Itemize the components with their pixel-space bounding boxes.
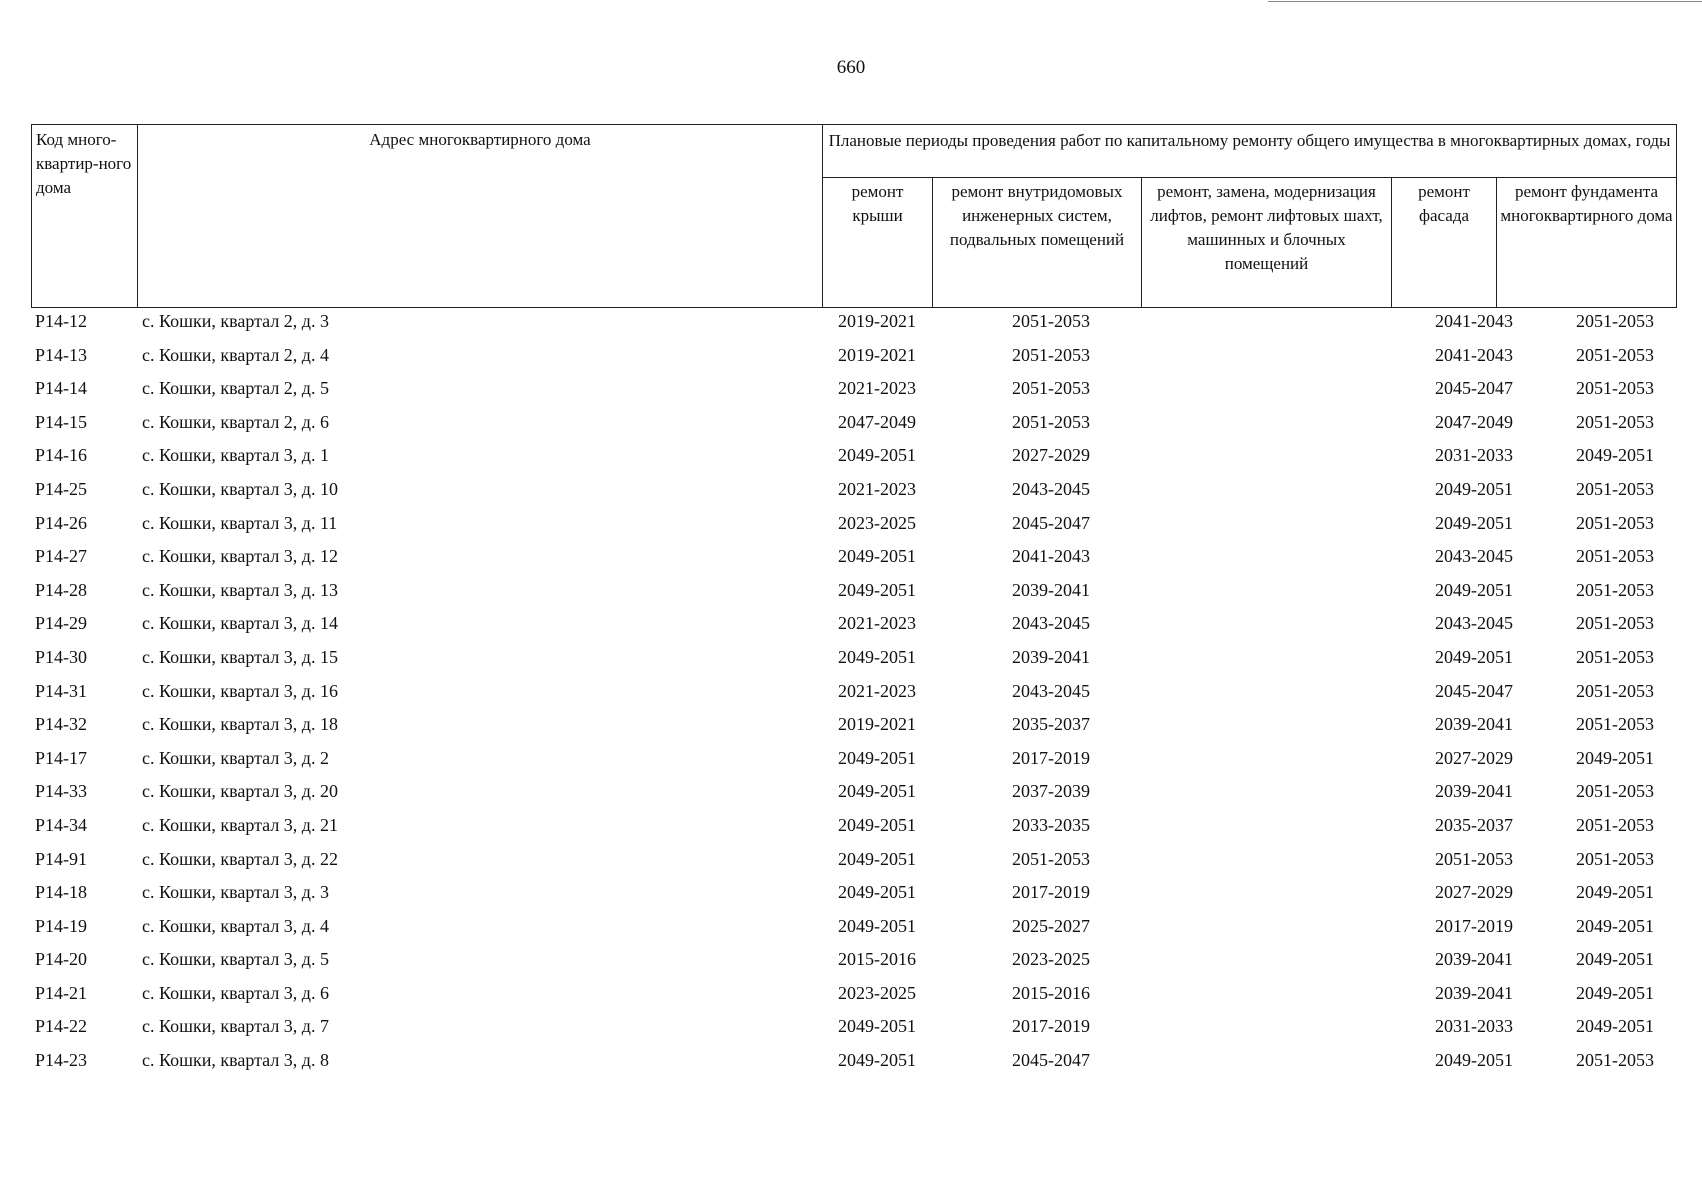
table-row [31, 343, 1676, 377]
table-row [31, 679, 1676, 713]
cell-roof: 2049-2051 [838, 781, 916, 802]
table-row [31, 511, 1676, 545]
cell-roof: 2023-2025 [838, 512, 916, 533]
cell-facade: 2031-2033 [1435, 1016, 1513, 1037]
cell-code: Р14-16 [35, 445, 88, 466]
cell-facade: 2017-2019 [1435, 915, 1513, 936]
cell-foundation: 2049-2051 [1576, 445, 1654, 466]
cell-systems: 2033-2035 [1012, 814, 1090, 835]
table-row [31, 544, 1676, 578]
cell-facade: 2043-2045 [1435, 546, 1513, 567]
cell-systems: 2023-2025 [1012, 949, 1090, 970]
cell-systems: 2051-2053 [1012, 848, 1090, 869]
cell-address: с. Кошки, квартал 3, д. 6 [142, 982, 329, 1003]
cell-foundation: 2051-2053 [1576, 613, 1654, 634]
cell-code: Р14-26 [35, 512, 88, 533]
cell-facade: 2049-2051 [1435, 579, 1513, 600]
table-row [31, 1048, 1676, 1082]
cell-roof: 2021-2023 [838, 613, 916, 634]
cell-facade: 2045-2047 [1435, 378, 1513, 399]
table-row [31, 914, 1676, 948]
cell-address: с. Кошки, квартал 3, д. 15 [142, 646, 338, 667]
cell-systems: 2043-2045 [1012, 680, 1090, 701]
cell-foundation: 2051-2053 [1576, 546, 1654, 567]
cell-facade: 2041-2043 [1435, 311, 1513, 331]
cell-systems: 2045-2047 [1012, 1050, 1090, 1071]
header-periods-group: Плановые периоды проведения работ по капитальному ремонту общего имущества в многоквартирных домах, годы [823, 125, 1677, 178]
cell-address: с. Кошки, квартал 3, д. 14 [142, 613, 338, 634]
cell-roof: 2019-2021 [838, 344, 916, 365]
cell-address: с. Кошки, квартал 3, д. 1 [142, 445, 329, 466]
table-row [31, 309, 1676, 343]
cell-roof: 2015-2016 [838, 949, 916, 970]
cell-foundation: 2051-2053 [1576, 680, 1654, 701]
cell-roof: 2047-2049 [838, 411, 916, 432]
cell-systems: 2017-2019 [1012, 1016, 1090, 1037]
cell-foundation: 2051-2053 [1576, 344, 1654, 365]
cell-code: Р14-23 [35, 1050, 88, 1071]
cell-foundation: 2049-2051 [1576, 747, 1654, 768]
cell-foundation: 2049-2051 [1576, 882, 1654, 903]
cell-facade: 2039-2041 [1435, 714, 1513, 735]
cell-code: Р14-20 [35, 949, 88, 970]
cell-systems: 2043-2045 [1012, 478, 1090, 499]
cell-facade: 2039-2041 [1435, 949, 1513, 970]
header-address: Адрес многоквартирного дома [138, 125, 823, 308]
cell-roof: 2023-2025 [838, 982, 916, 1003]
cell-facade: 2049-2051 [1435, 478, 1513, 499]
cell-code: Р14-32 [35, 714, 88, 735]
table-row [31, 779, 1676, 813]
table-row [31, 645, 1676, 679]
cell-roof: 2049-2051 [838, 1050, 916, 1071]
cell-address: с. Кошки, квартал 3, д. 3 [142, 882, 329, 903]
cell-facade: 2027-2029 [1435, 882, 1513, 903]
cell-roof: 2021-2023 [838, 378, 916, 399]
cell-address: с. Кошки, квартал 2, д. 4 [142, 344, 329, 365]
cell-systems: 2051-2053 [1012, 311, 1090, 331]
cell-roof: 2049-2051 [838, 747, 916, 768]
cell-facade: 2027-2029 [1435, 747, 1513, 768]
cell-facade: 2049-2051 [1435, 1050, 1513, 1071]
table-row [31, 443, 1676, 477]
header-facade: ремонт фасада [1392, 178, 1497, 308]
page-number: 660 [836, 57, 866, 78]
cell-facade: 2039-2041 [1435, 781, 1513, 802]
cell-roof: 2049-2051 [838, 882, 916, 903]
cell-roof: 2049-2051 [838, 848, 916, 869]
table-row [31, 578, 1676, 612]
cell-foundation: 2051-2053 [1576, 411, 1654, 432]
cell-roof: 2049-2051 [838, 579, 916, 600]
cell-systems: 2039-2041 [1012, 579, 1090, 600]
table-row [31, 1014, 1676, 1048]
table-row [31, 410, 1676, 444]
cell-foundation: 2051-2053 [1576, 781, 1654, 802]
cell-systems: 2051-2053 [1012, 344, 1090, 365]
header-systems: ремонт внутридомовых инженерных систем, подвальных помещений [933, 178, 1142, 308]
cell-code: Р14-17 [35, 747, 88, 768]
cell-foundation: 2051-2053 [1576, 646, 1654, 667]
cell-systems: 2045-2047 [1012, 512, 1090, 533]
cell-roof: 2049-2051 [838, 546, 916, 567]
cell-address: с. Кошки, квартал 2, д. 6 [142, 411, 329, 432]
cell-address: с. Кошки, квартал 3, д. 8 [142, 1050, 329, 1071]
cell-code: Р14-33 [35, 781, 88, 802]
cell-code: Р14-21 [35, 982, 88, 1003]
cell-roof: 2049-2051 [838, 814, 916, 835]
cell-facade: 2049-2051 [1435, 646, 1513, 667]
table-row [31, 712, 1676, 746]
cell-code: Р14-34 [35, 814, 88, 835]
cell-foundation: 2049-2051 [1576, 949, 1654, 970]
table-row [31, 847, 1676, 881]
cell-address: с. Кошки, квартал 3, д. 2 [142, 747, 329, 768]
cell-address: с. Кошки, квартал 3, д. 22 [142, 848, 338, 869]
cell-address: с. Кошки, квартал 3, д. 21 [142, 814, 338, 835]
cell-systems: 2017-2019 [1012, 747, 1090, 768]
cell-address: с. Кошки, квартал 3, д. 7 [142, 1016, 329, 1037]
cell-foundation: 2049-2051 [1576, 1016, 1654, 1037]
cell-roof: 2019-2021 [838, 714, 916, 735]
cell-roof: 2019-2021 [838, 311, 916, 331]
cell-facade: 2051-2053 [1435, 848, 1513, 869]
cell-code: Р14-25 [35, 478, 88, 499]
cell-foundation: 2049-2051 [1576, 982, 1654, 1003]
table-row [31, 746, 1676, 780]
cell-code: Р14-28 [35, 579, 88, 600]
cell-systems: 2043-2045 [1012, 613, 1090, 634]
cell-roof: 2049-2051 [838, 445, 916, 466]
cell-foundation: 2051-2053 [1576, 1050, 1654, 1071]
cell-address: с. Кошки, квартал 3, д. 12 [142, 546, 338, 567]
cell-address: с. Кошки, квартал 3, д. 4 [142, 915, 329, 936]
cell-facade: 2039-2041 [1435, 982, 1513, 1003]
cell-address: с. Кошки, квартал 3, д. 18 [142, 714, 338, 735]
cell-address: с. Кошки, квартал 3, д. 10 [142, 478, 338, 499]
cell-facade: 2035-2037 [1435, 814, 1513, 835]
cell-code: Р14-31 [35, 680, 88, 701]
header-lifts: ремонт, замена, модернизация лифтов, ремонт лифтовых шахт, машинных и блочных помещений [1142, 178, 1392, 308]
cell-address: с. Кошки, квартал 3, д. 20 [142, 781, 338, 802]
cell-systems: 2039-2041 [1012, 646, 1090, 667]
cell-facade: 2043-2045 [1435, 613, 1513, 634]
table-row [31, 947, 1676, 981]
cell-address: с. Кошки, квартал 3, д. 16 [142, 680, 338, 701]
cell-foundation: 2049-2051 [1576, 915, 1654, 936]
cell-roof: 2049-2051 [838, 1016, 916, 1037]
cell-foundation: 2051-2053 [1576, 311, 1654, 331]
cell-foundation: 2051-2053 [1576, 579, 1654, 600]
header-roof: ремонт крыши [823, 178, 933, 308]
cell-foundation: 2051-2053 [1576, 478, 1654, 499]
table-row [31, 376, 1676, 410]
cell-foundation: 2051-2053 [1576, 378, 1654, 399]
header-foundation: ремонт фундамента многоквартирного дома [1497, 178, 1677, 308]
cell-foundation: 2051-2053 [1576, 814, 1654, 835]
cell-code: Р14-29 [35, 613, 88, 634]
cell-foundation: 2051-2053 [1576, 848, 1654, 869]
cell-foundation: 2051-2053 [1576, 714, 1654, 735]
cell-address: с. Кошки, квартал 3, д. 11 [142, 512, 338, 533]
cell-code: Р14-15 [35, 411, 88, 432]
cell-code: Р14-12 [35, 311, 88, 331]
cell-systems: 2035-2037 [1012, 714, 1090, 735]
cell-systems: 2051-2053 [1012, 378, 1090, 399]
cell-systems: 2025-2027 [1012, 915, 1090, 936]
cell-systems: 2015-2016 [1012, 982, 1090, 1003]
cell-roof: 2049-2051 [838, 915, 916, 936]
cell-code: Р14-22 [35, 1016, 88, 1037]
cell-systems: 2037-2039 [1012, 781, 1090, 802]
cell-code: Р14-91 [35, 848, 88, 869]
cell-address: с. Кошки, квартал 2, д. 3 [142, 311, 329, 331]
cell-systems: 2051-2053 [1012, 411, 1090, 432]
cell-roof: 2049-2051 [838, 646, 916, 667]
table-body [31, 309, 1676, 1082]
cell-facade: 2031-2033 [1435, 445, 1513, 466]
cell-foundation: 2051-2053 [1576, 512, 1654, 533]
cell-code: Р14-27 [35, 546, 88, 567]
table-row [31, 813, 1676, 847]
table-row [31, 477, 1676, 511]
table-row [31, 981, 1676, 1015]
cell-systems: 2017-2019 [1012, 882, 1090, 903]
cell-address: с. Кошки, квартал 3, д. 5 [142, 949, 329, 970]
table-row [31, 880, 1676, 914]
cell-facade: 2045-2047 [1435, 680, 1513, 701]
cell-address: с. Кошки, квартал 3, д. 13 [142, 579, 338, 600]
cell-code: Р14-13 [35, 344, 88, 365]
cell-facade: 2041-2043 [1435, 344, 1513, 365]
cell-code: Р14-14 [35, 378, 88, 399]
cell-code: Р14-30 [35, 646, 88, 667]
cell-systems: 2041-2043 [1012, 546, 1090, 567]
table-row [31, 611, 1676, 645]
cell-systems: 2027-2029 [1012, 445, 1090, 466]
cell-roof: 2021-2023 [838, 680, 916, 701]
header-code: Код много-квартир-ного дома [32, 125, 138, 308]
cell-address: с. Кошки, квартал 2, д. 5 [142, 378, 329, 399]
cell-facade: 2047-2049 [1435, 411, 1513, 432]
cell-code: Р14-19 [35, 915, 88, 936]
scan-edge-line [1268, 1, 1702, 2]
cell-facade: 2049-2051 [1435, 512, 1513, 533]
cell-roof: 2021-2023 [838, 478, 916, 499]
cell-code: Р14-18 [35, 882, 88, 903]
table-header [31, 124, 1677, 308]
